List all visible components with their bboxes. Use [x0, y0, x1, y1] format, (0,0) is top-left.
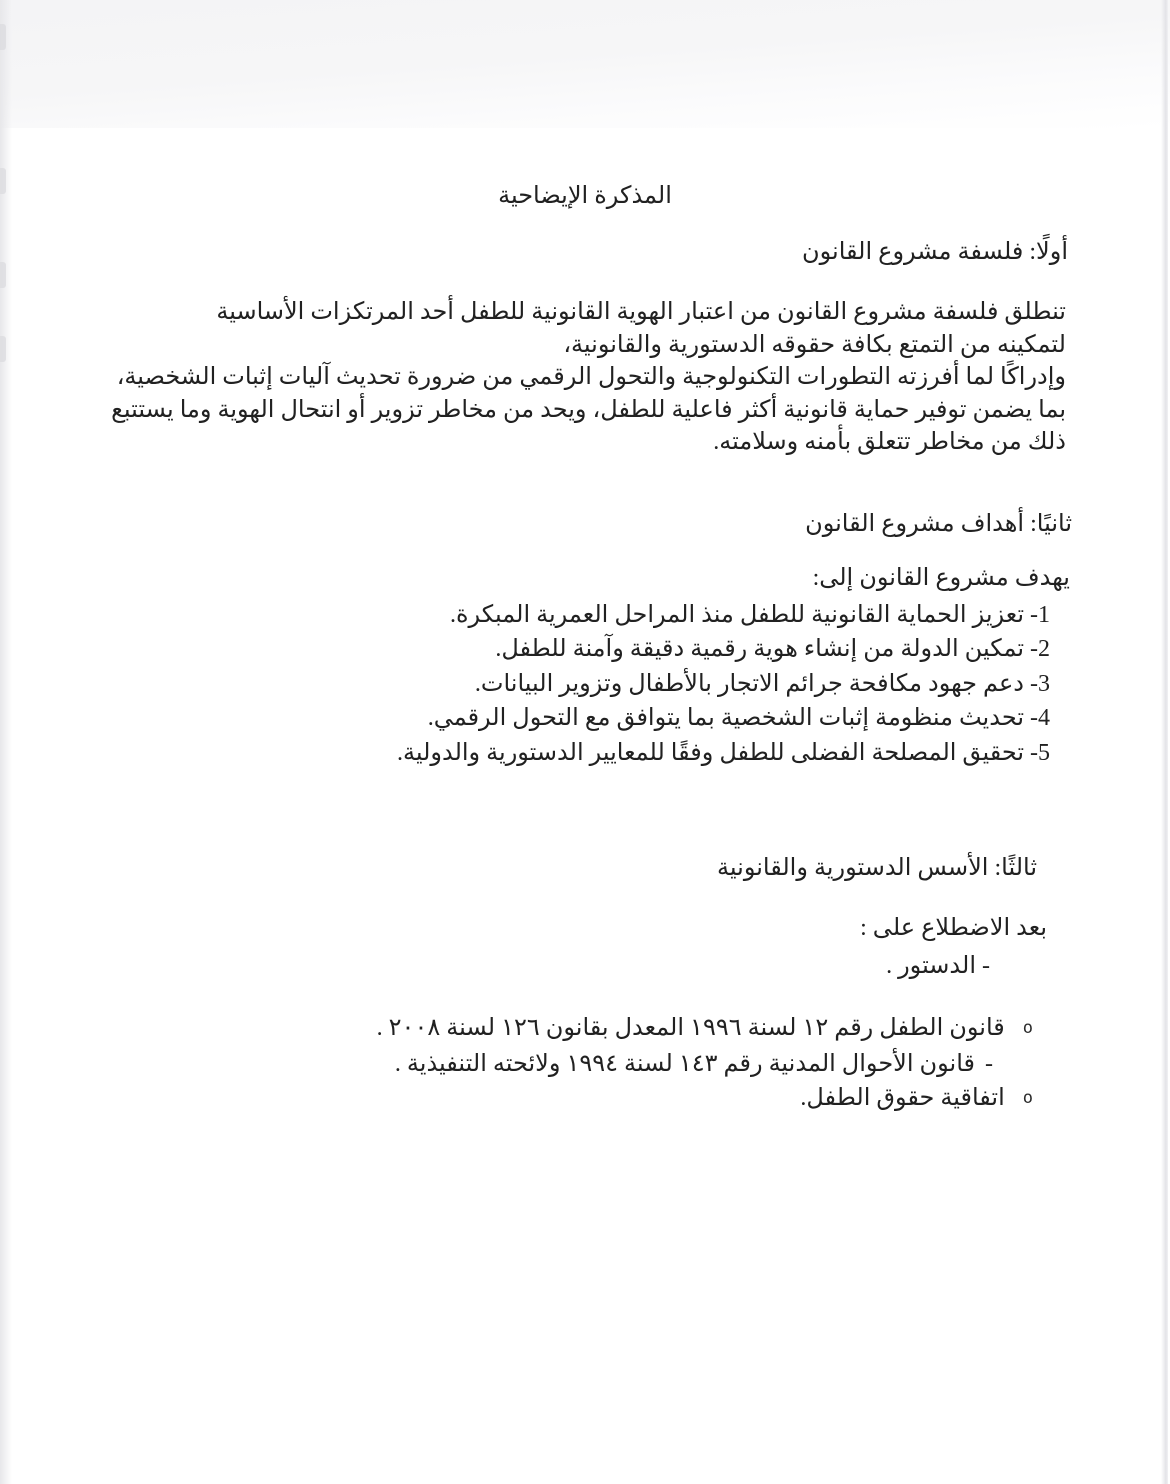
paragraph-line: وإدراكًا لما أفرزته التطورات التكنولوجية والتحول الرقمي من ضرورة تحديث آليات إثبات الشخصية، — [116, 364, 1066, 391]
dash-bullet: - — [985, 1051, 993, 1077]
paragraph-line: لتمكينه من التمتع بكافة حقوقه الدستورية والقانونية، — [563, 331, 1066, 358]
reference-item — [800, 1083, 1033, 1113]
reference-text: قانون الأحوال المدنية رقم ١٤٣ لسنة ١٩٩٤ ولائحته التنفيذية . — [394, 1051, 975, 1077]
section2-intro: يهدف مشروع القانون إلى: — [812, 565, 1070, 591]
section1-heading: أولًا: فلسفة مشروع القانون — [801, 239, 1068, 265]
page-top-shading — [0, 0, 1170, 128]
circle-bullet: o — [1022, 1088, 1033, 1108]
reference-item — [377, 1013, 1033, 1043]
objective-item: 1- تعزيز الحماية القانونية للطفل منذ المراحل العمرية المبكرة. — [449, 602, 1050, 628]
page-left-edge-notch — [0, 24, 6, 50]
page-left-edge-notch — [0, 262, 6, 288]
paragraph-line: بما يضمن توفير حماية قانونية أكثر فاعلية للطفل، ويحد من مخاطر تزوير أو انتحال الهوية وما يستتبع — [111, 396, 1066, 423]
reference-text: اتفاقية حقوق الطفل. — [800, 1085, 1005, 1111]
page-left-edge-notch — [0, 336, 6, 362]
page-left-edge-shadow — [0, 0, 12, 1484]
reference-item — [395, 1049, 993, 1079]
constitution-dash-item: - الدستور . — [886, 953, 990, 979]
section3-heading: ثالثًا: الأسس الدستورية والقانونية — [717, 855, 1037, 881]
objectives-list — [397, 598, 1050, 770]
objective-item: 5- تحقيق المصلحة الفضلى للطفل وفقًا للمعايير الدستورية والدولية. — [396, 739, 1050, 766]
document-title: المذكرة الإيضاحية — [498, 183, 672, 209]
section1-paragraph — [111, 296, 1066, 459]
paragraph-line: تنطلق فلسفة مشروع القانون من اعتبار الهوية القانونية للطفل أحد المرتكزات الأساسية — [216, 299, 1066, 325]
reference-text: قانون الطفل رقم ١٢ لسنة ١٩٩٦ المعدل بقانون ١٢٦ لسنة ٢٠٠٨ . — [376, 1015, 1005, 1041]
page-right-edge-shadow — [1161, 0, 1168, 1484]
objective-item: 2- تمكين الدولة من إنشاء هوية رقمية دقيقة وآمنة للطفل. — [495, 636, 1050, 663]
section3-intro: بعد الاضطلاع على : — [860, 915, 1047, 941]
circle-bullet: o — [1022, 1018, 1033, 1038]
objective-item: 3- دعم جهود مكافحة جرائم الاتجار بالأطفال وتزوير البيانات. — [474, 670, 1050, 697]
paragraph-line: ذلك من مخاطر تتعلق بأمنه وسلامته. — [713, 429, 1066, 456]
objective-item: 4- تحديث منظومة إثبات الشخصية بما يتوافق مع التحول الرقمي. — [427, 705, 1050, 732]
section2-heading: ثانيًا: أهداف مشروع القانون — [805, 511, 1072, 537]
